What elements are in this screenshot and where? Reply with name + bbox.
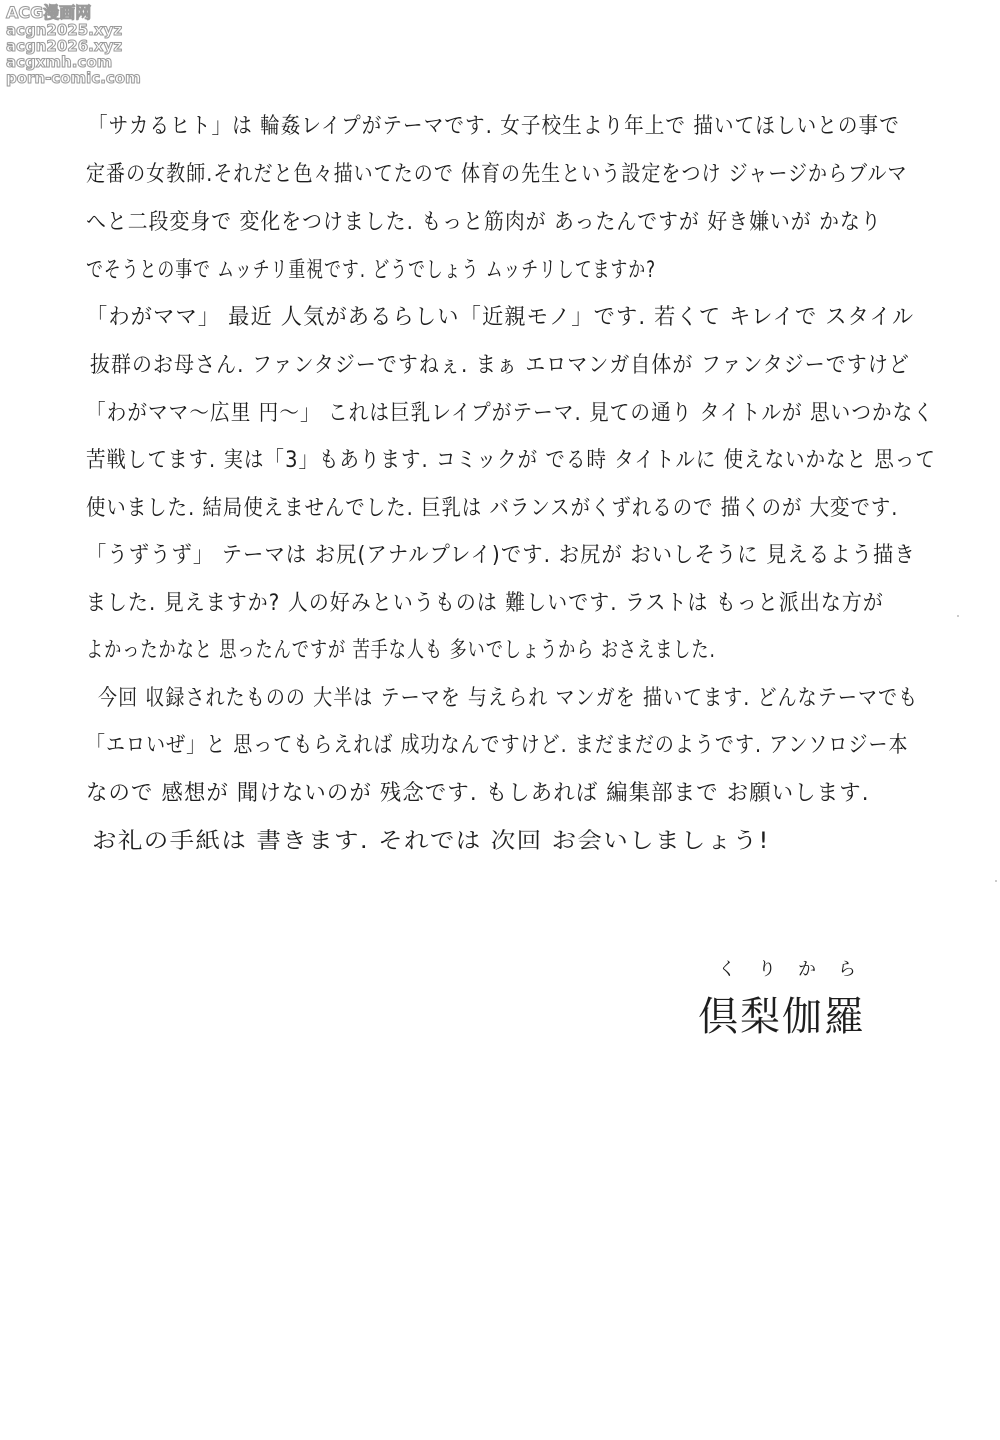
letter-line: 使いました. 結局使えませんでした. 巨乳は バランスがくずれるので 描くのが 大変です. <box>86 496 899 521</box>
watermark-line: ACG漫画网 <box>6 3 92 22</box>
letter-line: でそうとの事で ムッチリ重視です. どうでしょう ムッチリしてますか? <box>86 258 656 283</box>
letter-line: 定番の女教師.それだと色々描いてたので 体育の先生という設定をつけ ジャージからブルマ <box>86 162 908 187</box>
author-signature <box>698 955 878 1040</box>
letter-line: 「うずうず」 テーマは お尻(アナルプレイ)です. お尻が おいしそうに 見えるよう描き <box>86 543 916 568</box>
signature-name: 倶梨伽羅 <box>698 994 866 1040</box>
paper-speck <box>957 615 959 617</box>
letter-line: お礼の手紙は 書きます. それでは 次回 お会いしましょう! <box>92 829 770 854</box>
letter-line: 「エロいぜ」と 思ってもらえれば 成功なんですけど. まだまだのようです. アンソロジー本 <box>86 733 909 758</box>
letter-line: よかったかなと 思ったんですが 苦手な人も 多いでしょうから おさえました. <box>86 638 716 663</box>
watermark-line: porn-comic.com <box>6 69 141 87</box>
watermark-line: acgxmh.com <box>6 53 113 71</box>
watermark-line: acgn2025.xyz <box>6 21 123 39</box>
letter-line: 今回 収録されたものの 大半は テーマを 与えられ マンガを 描いてます. どんなテーマでも <box>98 686 919 711</box>
signature-furigana: くりから <box>718 959 878 980</box>
letter-line: なので 感想が 聞けないのが 残念です. もしあれば 編集部まで お願いします. <box>86 781 870 806</box>
letter-line: 苦戦してます. 実は「3」もあります. コミックが でる時 タイトルに 使えないかなと 思って <box>86 448 936 473</box>
watermark-line: acgn2026.xyz <box>6 37 123 55</box>
letter-line: 「わがママ〜広里 円〜」 これは巨乳レイプがテーマ. 見ての通り タイトルが 思いつかなく <box>86 401 935 426</box>
letter-line: 「サカるヒト」は 輪姦レイプがテーマです. 女子校生より年上で 描いてほしいとの事で <box>88 114 900 139</box>
letter-line: へと二段変身で 変化をつけました. もっと筋肉が あったんですが 好き嫌いが かなり <box>86 210 882 235</box>
paper-speck <box>995 880 997 882</box>
letter-line: 抜群のお母さん. ファンタジーですねぇ. まぁ エロマンガ自体が ファンタジーですけど <box>90 353 910 378</box>
letter-line: 「わがママ」 最近 人気があるらしい「近親モノ」です. 若くて キレイで スタイル <box>86 305 915 330</box>
letter-line: ました. 見えますか? 人の好みというものは 難しいです. ラストは もっと派出な方が <box>86 591 884 616</box>
